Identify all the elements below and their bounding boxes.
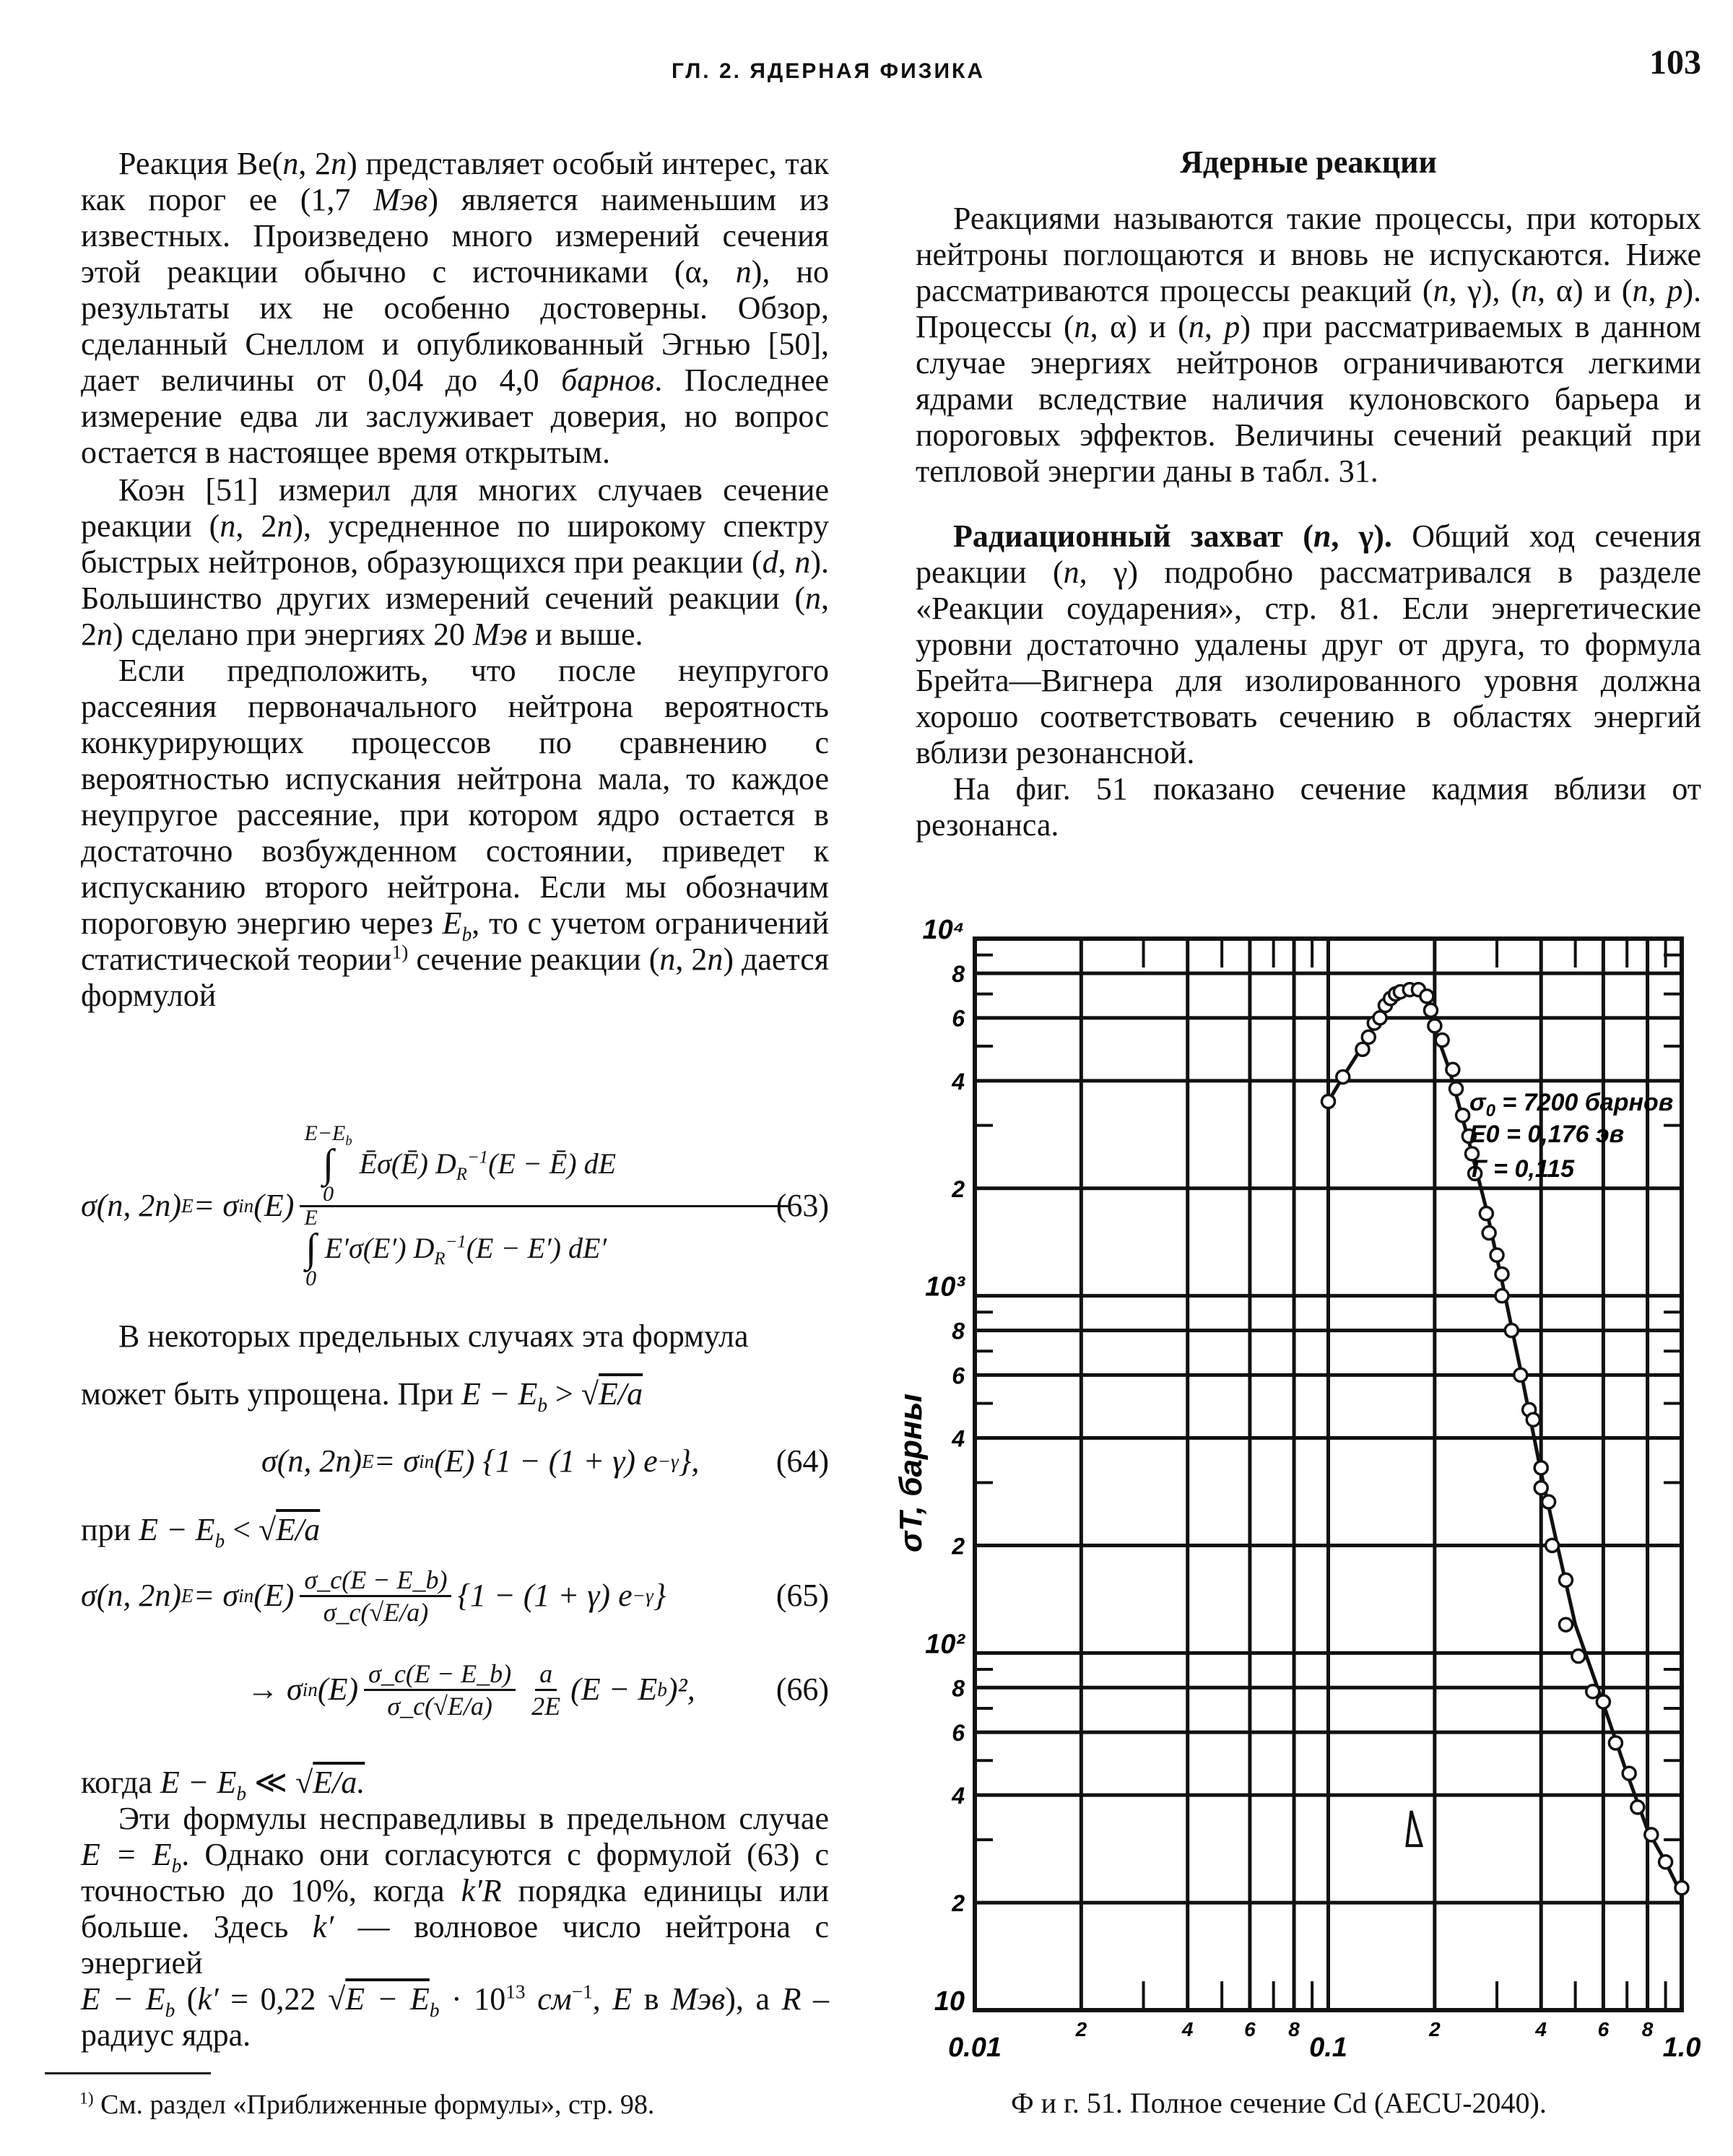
annotation-gamma: Γ = 0,115 (1472, 1155, 1575, 1183)
paragraph-reactions: Реакциями называются такие процессы, при которых нейтроны поглощаются и вновь не испускаются. Ниже рассматриваются процессы реакций (n, γ), (n, α) и (n, p). Процессы (n, α) и (n, p) при рассматриваемых в данном случае энергиях нейтронов ограничиваются легкими ядрами вследствие наличия кулоновского барьера и пороговых эффектов. Величины сечений реакций при тепловой энергии даны в табл. 31. (916, 201, 1702, 489)
paragraph-cohen: Коэн [51] измерил для многих случаев сечение реакции (n, 2n), усредненное по широкому спектру быстрых нейтронов, образующихся при реакции (d, n). Большинство других измерений сечений реакции (n, 2n) сделано при энергиях 20 Мэв и выше. (81, 472, 830, 652)
y-tick-label: 6 (952, 1362, 965, 1389)
cross-section-chart (888, 917, 1711, 2058)
data-point (1505, 1324, 1518, 1337)
data-point (1572, 1650, 1585, 1663)
x-tick-label: 6 (1244, 2018, 1256, 2040)
data-point (1424, 1004, 1437, 1017)
data-point (1559, 1618, 1572, 1631)
data-point (1559, 1573, 1572, 1586)
data-point (1482, 1227, 1495, 1240)
data-point (1450, 1082, 1463, 1095)
y-tick-label: 6 (952, 1720, 965, 1747)
x-tick-label: 4 (1181, 2018, 1194, 2040)
x-tick-label: 6 (1597, 2018, 1610, 2040)
section-title: Ядерные реакции (1180, 144, 1437, 180)
data-point (1597, 1695, 1610, 1708)
running-title: ГЛ. 2. ЯДЕРНАЯ ФИЗИКА (672, 59, 986, 83)
y-tick-label: 10⁴ (922, 917, 965, 945)
equation-66: → σ in (E) $\frac{\sigma\_c(E - E\_b)}{\sigma\_c(√E/a)}$ $\frac{a}{2E}$ (E − E b )², (66) (247, 1659, 829, 1721)
equation-number: (65) (776, 1578, 829, 1613)
annotation-sigma0: $\sigma_0 = 7200$ барнов (1469, 1089, 1674, 1121)
data-point (1514, 1368, 1527, 1381)
data-point (1337, 1071, 1350, 1084)
text-limiting-cases (81, 1318, 829, 1416)
tick-labels (923, 917, 1701, 2058)
y-tick-label: 2 (952, 1533, 965, 1560)
y-tick-label: 2 (952, 1890, 965, 1917)
x-tick-label: 4 (1535, 2018, 1547, 2040)
page-number: 103 (1649, 43, 1701, 82)
paragraph-wave-number: $E - E_b$ (k′ = 0,22 $√E - E_b \cdot 10^{13}$ $см^{-1}$, E в Мэв), а R – радиус ядра. (81, 1981, 830, 2053)
paragraph-inelastic: Если предположить, что после неупругого рассеяния первоначального нейтрона вероятность конкурирующих процессов по сравнению с вероятностью испускания нейтрона мала, то каждое неупругое рассеяние, при котором ядро остается в достаточно возбужденном состоянии, приведет к испусканию второго нейтрона. Если мы обозначим пороговую энергию через $E_b$, то с учетом ограничений статистической теории$^{1)}$ сечение реакции (n, 2n) дается формулой (81, 653, 829, 1013)
condition-less: при $E - E_b < √E/a$ (81, 1512, 321, 1552)
triangle-marker (1407, 1811, 1421, 1846)
x-tick-label: 2 (1429, 2018, 1441, 2040)
equation-64: σ(n, 2n) E = σ in (E) {1 − (1 + γ) e −γ }, (64) (261, 1443, 829, 1479)
data-point (1659, 1856, 1672, 1869)
data-point (1495, 1290, 1508, 1303)
annotation-e0: E0 = 0,176 эв (1469, 1121, 1625, 1148)
data-point (1631, 1801, 1644, 1814)
y-tick-label: 10³ (925, 1272, 965, 1303)
left-column-bottom (81, 1765, 829, 2053)
data-point (1436, 1033, 1448, 1046)
y-tick-label: 10² (925, 1629, 965, 1660)
equation-number: (63) (776, 1188, 829, 1223)
y-tick-label: 4 (952, 1425, 965, 1452)
data-point (1456, 1109, 1469, 1122)
y-tick-label: 8 (952, 1318, 965, 1344)
equation-number: (64) (776, 1443, 829, 1479)
data-point (1675, 1882, 1688, 1895)
data-point (1480, 1207, 1493, 1220)
data-point (1534, 1482, 1547, 1495)
equation-63: σ(n, 2n) E = σ in (E) $E-E_b$ ∫ 0 Ēσ(Ē) $D_R^{-1}(E$ − Ē) dE E ∫ 0 E′σ(E′) $D_R^{-1}(E - E')$ dE′ (63) (81, 1121, 829, 1290)
x-tick-label: 0.1 (1309, 2033, 1347, 2058)
y-tick-label: 4 (952, 1783, 965, 1809)
paragraph-radiative-capture: Радиационный захват (n, γ). Общий ход сечения реакции (n, γ) подробно рассматривался в разделе «Реакции соударения», стр. 81. Если энергетические уровни достаточно удалены друг от друга, то формула Брейта—Вигнера для изолированного уровня должна хорошо соответствовать сечению в областях энергий вблизи резонансной. (916, 518, 1702, 770)
data-point (1546, 1539, 1559, 1552)
data-point (1356, 1043, 1369, 1056)
data-point (1526, 1413, 1539, 1426)
condition-much-less: когда $E - E_b$ ≪ √E/a. (81, 1765, 365, 1804)
resonance-annotations (1469, 1089, 1673, 1183)
paragraph-validity: Эти формулы несправедливы в предельном случае $E = E_b$. Однако они согласуются с формулой (63) с точностью до 10%, когда k′R порядка единицы или больше. Здесь k′ — волновое число нейтрона с энергией (81, 1801, 829, 1981)
footnote: $^{1)}$ См. раздел «Приближенные формулы», стр. 98. (79, 2089, 655, 2120)
data-point (1609, 1736, 1622, 1749)
data-point (1490, 1248, 1503, 1261)
paragraph-be-reaction: Реакция Be(n, 2n) представляет особый интерес, так как порог ее (1,7 Мэв) является наименьшим из известных. Произведено много измерений сечения этой реакции обычно с источниками (α, n), но результаты их не особенно достоверны. Обзор, сделанный Снеллом и опубликованный Эгнью [50], дает величины от 0,04 до 4,0 барнов. Последнее измерение едва ли заслуживает доверия, но вопрос остается в настоящее время открытым. (81, 146, 830, 470)
x-tick-label: 8 (1641, 2018, 1654, 2040)
footnote-rule (45, 2072, 211, 2074)
data-point (1420, 990, 1433, 1003)
data-point (1446, 1063, 1459, 1076)
right-column-text (916, 201, 1701, 843)
data-point (1362, 1030, 1375, 1043)
integral-sign: $E-E_b$ ∫ 0 (304, 1121, 352, 1206)
x-tick-label: 2 (1075, 2018, 1087, 2040)
data-point (1428, 1020, 1441, 1033)
y-tick-label: 6 (952, 1005, 965, 1032)
left-column (81, 146, 829, 1014)
y-tick-label: 8 (952, 960, 965, 987)
data-point (1322, 1095, 1335, 1108)
data-point (1623, 1767, 1636, 1780)
equation-65: σ(n, 2n) E = σ in (E) $\frac{\sigma\_c(E - E\_b)}{\sigma\_c(√E/a)}$ {1 − (1 + γ) e −γ } (65) (81, 1565, 829, 1627)
data-point (1373, 1012, 1386, 1025)
data-point (1534, 1461, 1547, 1474)
paragraph-limiting: В некоторых предельных случаях эта формула (118, 1318, 749, 1354)
y-tick-label: 2 (952, 1175, 965, 1202)
y-tick-label: 8 (952, 1675, 965, 1702)
x-tick-label: 1.0 (1662, 2033, 1701, 2058)
y-axis-label: σT, барны (893, 1394, 929, 1552)
x-tick-label: 0.01 (948, 2033, 1002, 2058)
y-tick-label: 10 (934, 1986, 965, 2017)
data-point (1495, 1268, 1508, 1281)
x-tick-label: 8 (1288, 2018, 1300, 2040)
figure-caption: Ф и г. 51. Полное сечение Cd (AECU-2040). (1011, 2087, 1547, 2119)
y-tick-label: 4 (952, 1068, 965, 1095)
paragraph-fig-ref: На фиг. 51 показано сечение кадмия вблизи от резонанса. (916, 771, 1701, 843)
data-point (1542, 1495, 1555, 1508)
condition-greater: может быть упрощена. При $E - E_b > √E/a$ (81, 1376, 643, 1416)
equation-number: (66) (776, 1672, 829, 1707)
data-point (1586, 1685, 1599, 1698)
data-point (1645, 1828, 1658, 1841)
